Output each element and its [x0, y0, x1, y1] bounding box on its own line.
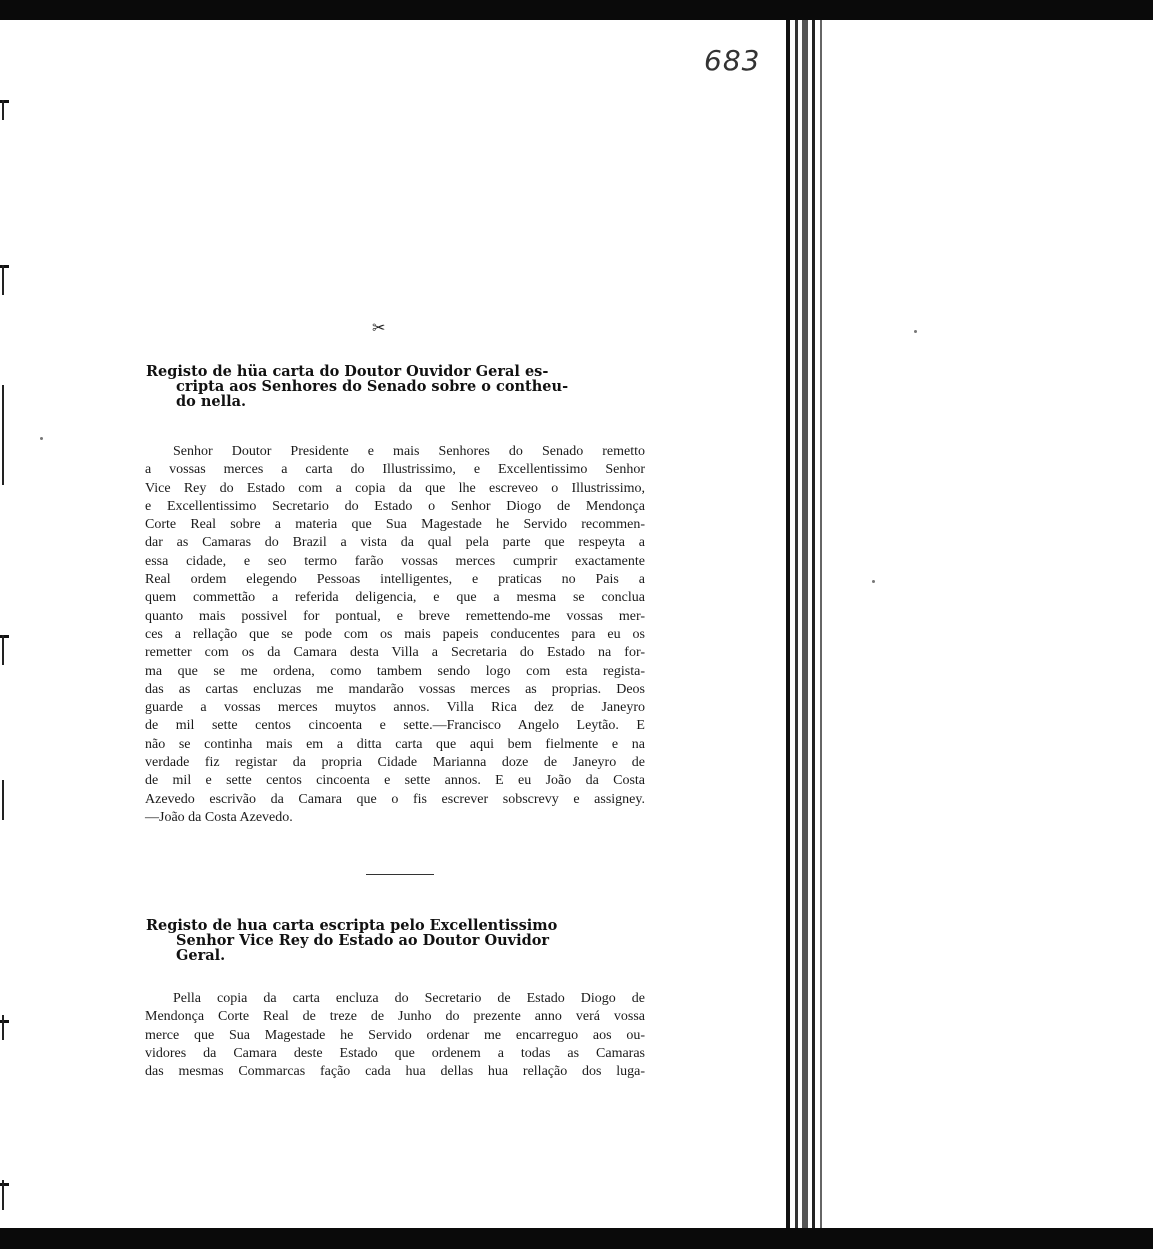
book-gutter-line — [802, 20, 808, 1228]
section1-body — [145, 443, 645, 827]
scan-top-border — [0, 0, 1153, 20]
body-line: a vossas merces a carta do Illustrissimo, e Excellentissimo Senhor — [145, 462, 645, 478]
body-line: das as cartas encluzas me mandarão vossas merces as proprias. Deos — [145, 681, 645, 697]
ornament-mark: ✂ — [372, 318, 386, 337]
speck — [914, 330, 917, 333]
body-line: Azevedo escrivão da Camara que o fis escrever sobscrevy e assigney. — [145, 791, 645, 807]
page-number: 683 — [704, 44, 761, 77]
body-line: —João da Costa Azevedo. — [145, 809, 293, 825]
edge-line — [2, 385, 4, 485]
body-line: Vice Rey do Estado com a copia da que lhe escreveo o Illustrissimo, — [145, 480, 645, 496]
body-line: quem commettão a referida deligencia, e que a mesma se conclua — [145, 590, 645, 606]
body-line: essa cidade, e seo termo farão vossas merces cumprir exactamente — [145, 553, 645, 569]
body-line: vidores da Camara deste Estado que ordenem a todas as Camaras — [145, 1045, 645, 1061]
book-gutter-line — [812, 20, 815, 1228]
book-gutter-line — [820, 20, 822, 1228]
body-line: Corte Real sobre a materia que Sua Magestade he Servido recommen- — [145, 517, 645, 533]
scan-bottom-border — [0, 1228, 1153, 1249]
edge-line — [2, 635, 4, 665]
body-line: Senhor Doutor Presidente e mais Senhores do Senado remetto — [173, 444, 645, 459]
section1-heading — [146, 364, 646, 409]
body-line: Mendonça Corte Real de treze de Junho do prezente anno verá vossa — [145, 1009, 645, 1025]
speck — [872, 580, 875, 583]
speck — [40, 437, 43, 440]
body-line: Real ordem elegendo Pessoas intelligentes, e praticas no Pais a — [145, 572, 645, 588]
body-line: verdade fiz registar da propria Cidade Marianna doze de Janeyro de — [145, 755, 645, 771]
heading-line: Registo de hüa carta do Doutor Ouvidor Geral es- — [146, 363, 549, 380]
body-line: Pella copia da carta encluza do Secretario de Estado Diogo de — [173, 991, 645, 1006]
body-line: não se continha mais em a ditta carta que aqui bem fielmente e na — [145, 736, 645, 752]
heading-line: Senhor Vice Rey do Estado ao Doutor Ouvidor — [176, 932, 550, 949]
body-line: guarde a vossas merces muytos annos. Villa Rica dez de Janeyro — [145, 700, 645, 716]
body-line: merce que Sua Magestade he Servido ordenar me encarreguo aos ou- — [145, 1027, 645, 1043]
section-divider — [366, 874, 434, 875]
heading-line: do nella. — [176, 393, 247, 410]
body-line: ces a rellação que se pode com os mais papeis conducentes para eu os — [145, 626, 645, 642]
edge-line — [2, 265, 4, 295]
section2-body — [145, 990, 645, 1081]
heading-line: cripta aos Senhores do Senado sobre o contheu- — [176, 378, 569, 395]
heading-line: Registo de hua carta escripta pelo Excellentissimo — [146, 917, 558, 934]
edge-line — [2, 1015, 4, 1040]
body-line: e Excellentissimo Secretario do Estado o Senhor Diogo de Mendonça — [145, 498, 645, 514]
edge-line — [2, 100, 4, 120]
edge-line — [2, 780, 4, 820]
body-line: de mil sette centos cincoenta e sette.—Francisco Angelo Leytão. E — [145, 718, 645, 734]
body-line: das mesmas Commarcas fação cada hua dellas hua rellação dos luga- — [145, 1064, 645, 1080]
body-line: dar as Camaras do Brazil a vista da qual pela parte que respeyta a — [145, 535, 645, 551]
body-line: remetter com os da Camara desta Villa a Secretaria do Estado na for- — [145, 645, 645, 661]
book-gutter-line — [795, 20, 798, 1228]
section2-heading — [146, 918, 646, 963]
edge-line — [2, 1180, 4, 1210]
body-line: de mil e sette centos cincoenta e sette annos. E eu João da Costa — [145, 773, 645, 789]
heading-line: Geral. — [176, 947, 226, 964]
body-line: ma que se me ordena, como tambem sendo logo com esta registа- — [145, 663, 645, 679]
book-gutter — [786, 20, 790, 1228]
body-line: quanto mais possivel for pontual, e breve remettendo-me vossas mer- — [145, 608, 645, 624]
